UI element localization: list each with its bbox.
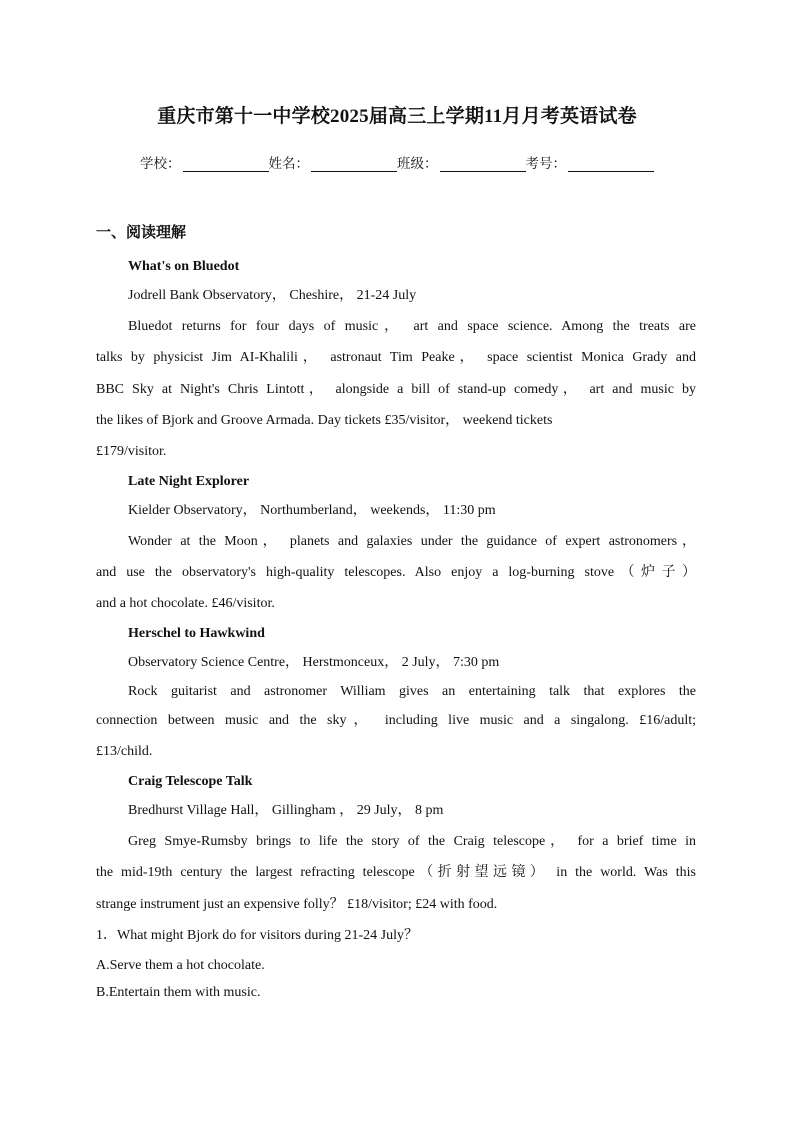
event-details: Jodrell Bank Observatory， Cheshire， 21-24 July <box>128 288 417 303</box>
event-body-line: Wonder at the Moon， planets and galaxies under the guidance of expert astronomers， <box>128 534 696 549</box>
section-title: 一、阅读理解 <box>96 223 187 241</box>
question-option-b[interactable]: B.Entertain them with music. <box>96 985 261 1000</box>
student-info-row <box>0 152 794 172</box>
event-heading: Herschel to Hawkwind <box>128 626 265 641</box>
event-heading: Craig Telescope Talk <box>128 774 253 789</box>
event-body-line: connection between music and the sky， including live music and a singalong. £16/adult; <box>96 713 696 728</box>
school-blank[interactable] <box>183 155 269 172</box>
exam-number-blank[interactable] <box>568 155 654 172</box>
school-field <box>140 152 269 172</box>
exam-number-field <box>526 152 655 172</box>
event-body-line: strange instrument just an expensive folly？ £18/visitor; £24 with food. <box>96 897 498 912</box>
question-stem: 1．What might Bjork do for visitors during 21-24 July？ <box>96 928 418 943</box>
event-heading: Late Night Explorer <box>128 474 250 489</box>
class-field <box>397 152 526 172</box>
event-heading: What's on Bluedot <box>128 259 240 274</box>
exam-title: 重庆市第十一中学校2025届高三上学期11月月考英语试卷 <box>157 106 637 127</box>
event-body-line: and use the observatory's high-quality telescopes. Also enjoy a log-burning stove（炉子） <box>96 565 696 580</box>
event-body-line: BBC Sky at Night's Chris Lintott， alongside a bill of stand-up comedy， art and music by <box>96 382 696 397</box>
class-blank[interactable] <box>440 155 526 172</box>
event-body-line: £13/child. <box>96 744 153 759</box>
event-body-line: £179/visitor. <box>96 444 167 459</box>
event-body-line: talks by physicist Jim AI-Khalili， astronaut Tim Peake， space scientist Monica Grady and <box>96 350 696 365</box>
event-details: Observatory Science Centre， Herstmonceux， 2 July， 7:30 pm <box>128 655 500 670</box>
exam-number-label: 考号： <box>525 156 566 172</box>
name-blank[interactable] <box>311 155 397 172</box>
event-body-line: and a hot chocolate. £46/visitor. <box>96 596 275 611</box>
event-body-line: the likes of Bjork and Groove Armada. Day tickets £35/visitor， weekend tickets <box>96 413 553 428</box>
name-field <box>269 152 398 172</box>
name-label: 姓名： <box>268 156 309 172</box>
event-details: Kielder Observatory， Northumberland， weekends， 11:30 pm <box>128 503 496 518</box>
event-details: Bredhurst Village Hall， Gillingham ， 29 July， 8 pm <box>128 803 444 818</box>
class-label: 班级： <box>397 156 438 172</box>
event-body-line: Greg Smye-Rumsby brings to life the story of the Craig telescope， for a brief time in <box>128 834 696 849</box>
event-body-line: Bluedot returns for four days of music， art and space science. Among the treats are <box>128 319 696 334</box>
event-body-line: Rock guitarist and astronomer William gives an entertaining talk that explores the <box>128 684 696 699</box>
question-option-a[interactable]: A.Serve them a hot chocolate. <box>96 958 265 973</box>
event-body-line: the mid-19th century the largest refracting telescope（折射望远镜） in the world. Was this <box>96 865 696 880</box>
school-label: 学校： <box>140 156 181 172</box>
